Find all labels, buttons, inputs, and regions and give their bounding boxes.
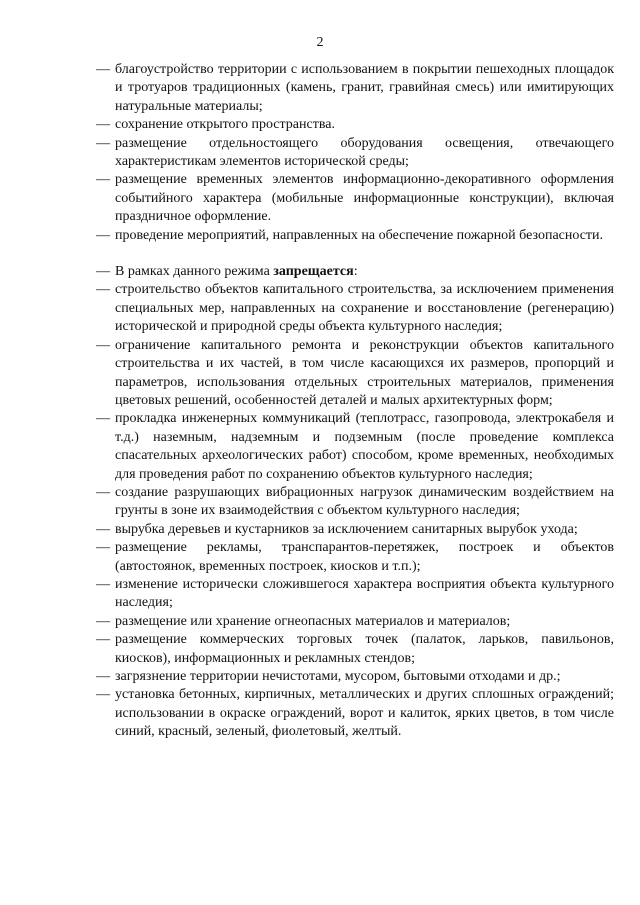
em-dash-bullet: — (96, 576, 110, 592)
em-dash-bullet: — (96, 540, 110, 556)
page-number: 2 (316, 35, 324, 50)
list-item: — создание разрушающих вибрационных нагрузок динамическим воздействием на грунты в зоне их взаимодействия с объектом культурного наследия; (96, 484, 614, 519)
paragraph-gap (96, 245, 614, 263)
list-item: — прокладка инженерных коммуникаций (теплотрасс, газопровода, электрокабеля и т.д.) наземным, надземным и подземным (после проведение комплекса спасательных археологических работ) способом, кроме временных, необходимых для проведения работ по сохранению объектов культурного наследия; (96, 411, 614, 482)
list-item: — изменение исторически сложившегося характера восприятия объекта культурного наследия; (96, 576, 614, 611)
list-item: — размещение отдельностоящего оборудования освещения, отвечающего характеристикам элементов исторической среды; (96, 135, 614, 170)
list-item: — ограничение капитального ремонта и реконструкции объектов капитального строительства и их частей, в том числе касающихся их размеров, пропорций и параметров, использования отдельных строительных материалов, применения цветовых решений, особенностей деталей и малых архитектурных форм; (96, 337, 614, 408)
list-item: — строительство объектов капитального строительства, за исключением применения специальных мер, направленных на сохранение и восстановление (регенерацию) исторической и природной среды объекта культурного наследия; (96, 282, 614, 335)
em-dash-bullet: — (96, 172, 110, 188)
list-item: — размещение коммерческих торговых точек (палаток, ларьков, павильонов, киосков), информационных и рекламных стендов; (96, 632, 614, 666)
em-dash-bullet: — (96, 62, 110, 77)
em-dash-bullet: — (96, 337, 110, 353)
em-dash-bullet: — (96, 282, 110, 298)
list-item: — установка бетонных, кирпичных, металлических и других сплошных ограждений; использовании в окраске ограждений, ворот и калиток, ярких цветов, в том числе синий, красный, зеленый, фиолетовый, желтый. (96, 687, 614, 740)
list-item: — размещение рекламы, транспарантов-перетяжек, построек и объектов (автостоянок, временных построек, киосков и т.п.); (96, 540, 614, 574)
em-dash-bullet: — (96, 669, 110, 684)
em-dash-bullet: — (96, 411, 110, 427)
em-dash-bullet: — (96, 613, 110, 629)
list-item: — размещение или хранение огнеопасных материалов и материалов; (96, 613, 614, 631)
em-dash-bullet: — (96, 687, 110, 703)
list-item: — проведение мероприятий, направленных на обеспечение пожарной безопасности. (96, 227, 614, 245)
em-dash-bullet: — (96, 521, 110, 537)
em-dash-bullet: — (96, 135, 110, 151)
em-dash-bullet: — (96, 484, 110, 500)
document-body (96, 61, 614, 742)
list-item: — сохранение открытого пространства. (96, 116, 614, 134)
list-item: — загрязнение территории нечистотами, мусором, бытовыми отходами и др.; (96, 668, 614, 686)
list-item: — благоустройство территории с использованием в покрытии пешеходных площадок и тротуаров традиционных (камень, гранит, гравийная смесь) или имитирующих натуральные материалы; (96, 62, 614, 114)
prohibition-heading: — В рамках данного режима запрещается: (96, 263, 614, 281)
em-dash-bullet: — (96, 264, 110, 280)
list-item: — размещение временных элементов информационно-декоративного оформления событийного характера (мобильные информационные конструкции), включая праздничное оформление. (96, 172, 614, 225)
em-dash-bullet: — (96, 632, 110, 648)
list-item: — вырубка деревьев и кустарников за исключением санитарных вырубок ухода; (96, 521, 614, 539)
em-dash-bullet: — (96, 227, 110, 243)
em-dash-bullet: — (96, 117, 110, 133)
